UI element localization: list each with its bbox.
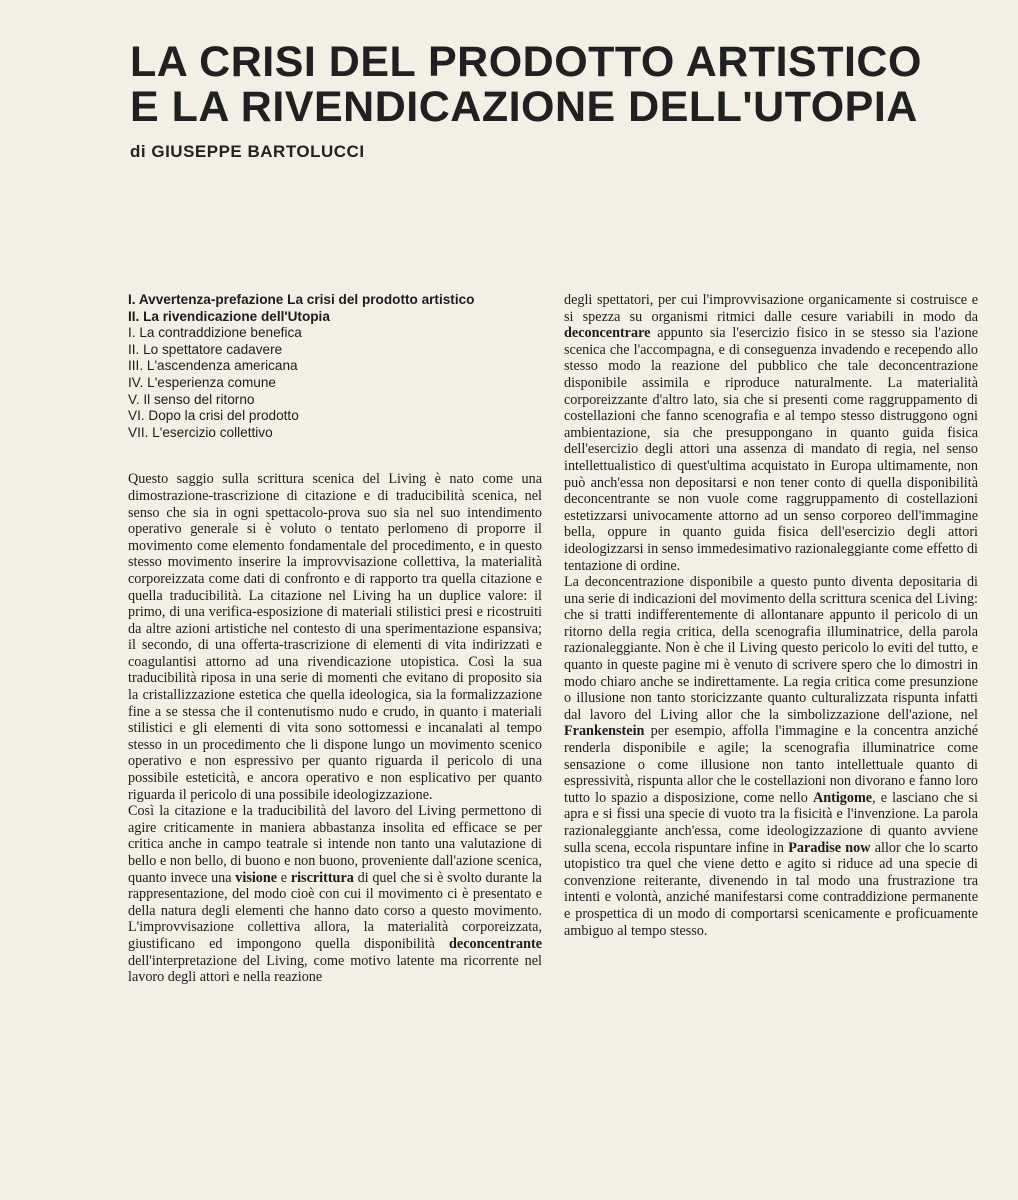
toc-item: II. La rivendicazione dell'Utopia bbox=[128, 308, 330, 324]
text-run: Così la citazione e la traducibilità del lavoro del Living permettono di agire criticamente in maniera abbastanza insolita ed efficace se per critica anche in campo teatrale si intende non tanto una valutazione di bello e non bello, di buono e non buono, proveniente dall'azione scenica, quanto invece una bbox=[128, 803, 542, 886]
toc-item: VII. L'esercizio collettivo bbox=[128, 424, 273, 440]
text-run: , e lasciano che si apra e si fissi una specie di vuoto tra la fisicità e l'invenzione. La parola razionaleggiante anch'essa, come ideologizzazione di quanto avviene sulla scena, eccola rispuntare infine in bbox=[564, 789, 978, 856]
body-paragraph-1: Questo saggio sulla scrittura scenica del Living è nato come una dimostrazione-trascrizione di citazione e di traducibilità scenica, nel senso che sia in ogni spettacolo-prova suo sia nel suo intendimento operativo generale si è voluto o tentato perlomeno di proporre il movimento come elemento fondamentale del procedimento, e in questo stesso movimento inserire la improvvisazione collettiva, la materialità corporeizzata come dati di confronto e di rapporto tra quella citazione e quella traducibilità. La citazione nel Living ha un duplice valore: il primo, di una verifica-esposizione di materiali stilistici presi e ricostruiti da altre azioni artistiche nel contesto di una sperimentazione espansiva; il secondo, di una offerta-trascrizione di elementi di vita indirizzati e coagulantisi attorno ad una rivendicazione utopistica. Così la sua traducibilità riposa in una serie di momenti che evitano di proposito sia la cristallizzazione estetica che quella ideologica, sia la formalizzazione fine a se stessa che il contenutismo nudo e crudo, in quanto i materiali stilistici e gli elementi di vita sono sottomessi e incanalati al tempo stesso in un procedimento che li dispone lungo un movimento scenico operativo e non espressivo per quanto riguarda il pericolo di una possibile esteticità, e ancora operativo e non esplicativo per quanto riguarda il pericolo di una possibile ideologizzazione. bbox=[128, 471, 542, 803]
byline bbox=[130, 142, 365, 162]
text-run: La deconcentrazione disponibile a questo punto diventa depositaria di una serie di indicazioni del movimento della scrittura scenica del Living: che si tratti indifferentemente di allontanare appunto il pericolo di un ritorno della regia critica, della scenografia illuminatrice, della parola razionaleggiante. Non è che il Living questo pericolo lo eviti del tutto, e quanto in queste pagine mi è venuto di scrivere spero che lo dimostri in modo chiaro anche se indirettamente. La regia critica come presunzione o illusione non tanto storicizzante quanto culturalizzata rispunta infatti dal lavoro del Living allor che la simbolizzazione dell'azione, nel bbox=[564, 574, 978, 723]
toc-item: II. Lo spettatore cadavere bbox=[128, 341, 283, 357]
right-column bbox=[564, 292, 978, 939]
title-line-1: LA CRISI DEL PRODOTTO ARTISTICO bbox=[130, 38, 922, 86]
article-title bbox=[130, 40, 990, 130]
author-name: GIUSEPPE BARTOLUCCI bbox=[151, 142, 365, 161]
emphasis-antigome: Antigome bbox=[812, 789, 873, 806]
byline-prefix: di bbox=[130, 142, 147, 161]
text-run: e bbox=[277, 869, 291, 886]
text-run: appunto sia l'esercizio fisico in se stesso sia l'azione scenica che l'accompagna, e di conseguenza invadendo e recependo allo stesso modo la reazione del pubblico che tale deconcentrazione disponibile assimila e riproduce naturalmente. La materialità corporeizzante d'altro lato, sia che si presenti come raggruppamento di costellazioni che fanno scenografia e al tempo stesso distruggono ogni ambientazione, sia che presuppongano in quanto guida fisica dell'esercizio degli attori una assenza di mandato di regia, nel senso intellettualistico di quest'ultima acquistato in Europa ultimamente, non può anch'essa non depositarsi e non tener conto di quella disponibilità deconcentrante se non vuole come raggruppamento di costellazioni estetizzarsi univocamente attorno ad un senso corporeo dell'immagine bella, oppure in quanto guida fisica dell'esercizio degli attori ideologizzarsi in senso immedesimativo razionaleggiante come effetto di tentazione di ordine. bbox=[564, 325, 978, 574]
emphasis-visione: visione bbox=[235, 869, 278, 886]
emphasis-paradise-now: Paradise now bbox=[788, 839, 871, 856]
text-run: per esempio, affolla l'immagine e la concentra anziché renderla disponibile e agile; la scenografia illuminatrice come sensazione o come illusione non tanto intellettuale quanto di espressività, rispunta allor che le costellazioni non divorano e fanno loro tutto lo spazio a disposizione, come nello bbox=[564, 723, 978, 806]
toc-item: I. Avvertenza-prefazione La crisi del prodotto artistico bbox=[128, 292, 475, 307]
emphasis-deconcentrante: deconcentrante bbox=[449, 935, 542, 952]
toc-item: IV. L'esperienza comune bbox=[128, 374, 276, 390]
body-paragraph-4 bbox=[564, 574, 978, 939]
table-of-contents bbox=[128, 292, 542, 441]
emphasis-deconcentrare: deconcentrare bbox=[564, 325, 651, 342]
emphasis-frankenstein: Frankenstein bbox=[564, 723, 645, 740]
body-paragraph-2 bbox=[128, 803, 542, 986]
title-line-2: E LA RIVENDICAZIONE DELL'UTOPIA bbox=[130, 83, 918, 131]
text-run: degli spettatori, per cui l'improvvisazione organicamente si costruisce e si spezza su organismi ritmici dalle cesure variabili in modo da bbox=[564, 292, 978, 325]
body-paragraph-3 bbox=[564, 292, 978, 574]
toc-item: V. Il senso del ritorno bbox=[128, 391, 255, 407]
text-run: dell'interpretazione del Living, come motivo latente ma ricorrente nel lavoro degli attori e nella reazione bbox=[128, 952, 542, 986]
emphasis-riscrittura: riscrittura bbox=[290, 869, 354, 886]
text-run: allor che lo scarto utopistico tra quel che viene detto e agito si riduce ad una specie di convenzione reiterante, divenendo in tal modo una frustrazione tra intenti e volontà, anziché manifestarsi come contraddizione permanente e prospettica di un modo di comportarsi scenicamente e proficuamente ambiguo al tempo stesso. bbox=[564, 839, 979, 939]
text-run: di quel che si è svolto durante la rappresentazione, del modo cioè con cui il movimento ci è presentato e della natura degli elementi che hanno dato corso a questo movimento. L'improvvisazione collettiva allora, la materialità corporeizzata, giustificano ed impongono quella disponibilità bbox=[128, 869, 542, 952]
toc-item: I. La contraddizione benefica bbox=[128, 325, 302, 341]
left-column bbox=[128, 292, 542, 986]
toc-item: III. L'ascendenza americana bbox=[128, 358, 298, 374]
toc-item: VI. Dopo la crisi del prodotto bbox=[128, 408, 299, 424]
